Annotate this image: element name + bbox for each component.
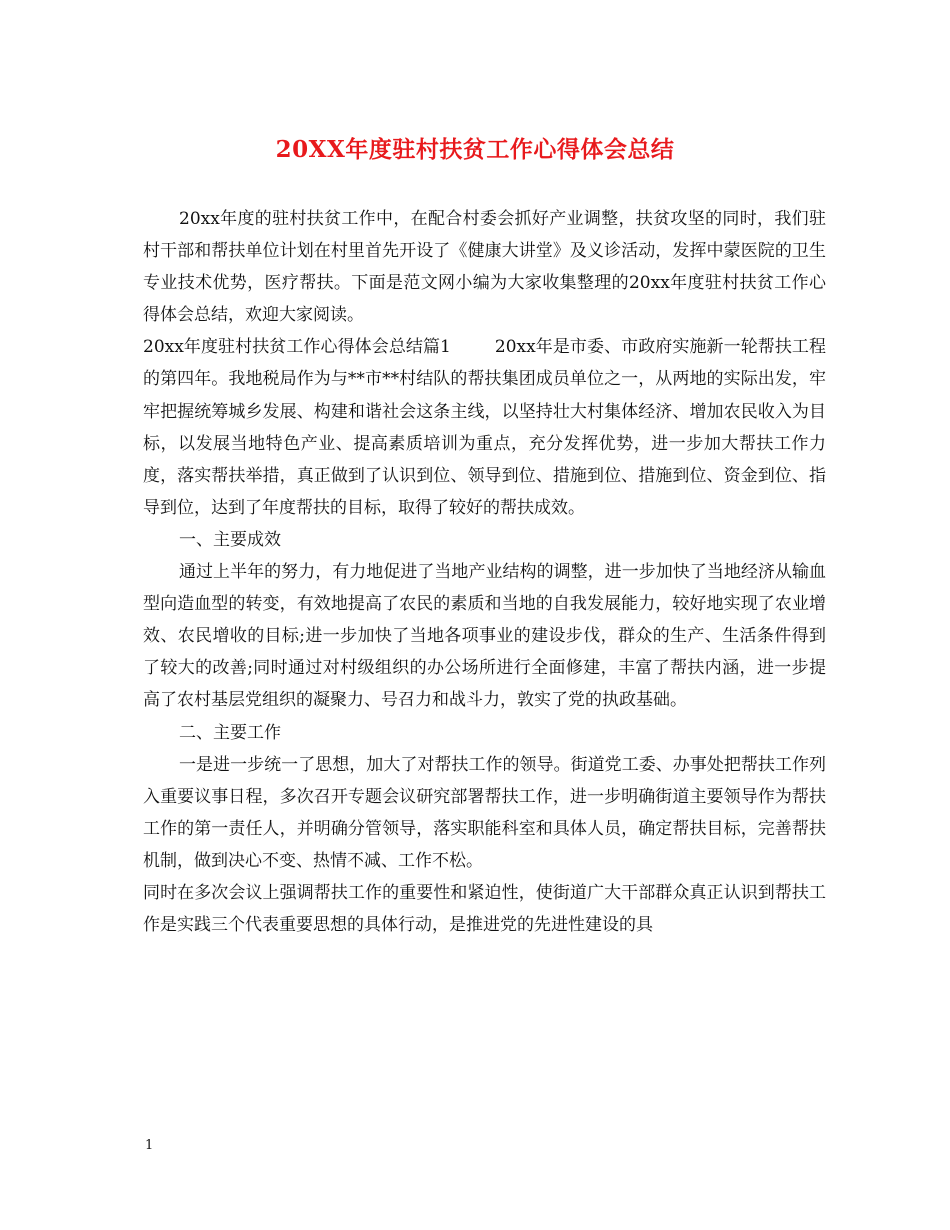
section-1-paragraph: 通过上半年的努力，有力地促进了当地产业结构的调整，进一步加快了当地经济从输血型向造血型的转变，有效地提高了农民的素质和当地的自我发展能力，较好地实现了农业增效、农民增收的目标;进一步加快了当地各项事业的建设步伐，群众的生产、生活条件得到了较大的改善;同时通过对村级组织的办公场所进行全面修建，丰富了帮扶内涵，进一步提高了农村基层党组织的凝聚力、号召力和战斗力，敦实了党的执政基础。 bbox=[143, 562, 826, 711]
article-heading: 20xx年度驻村扶贫工作心得体会总结篇1 bbox=[143, 337, 451, 358]
section-heading-1: 一、主要成效 bbox=[179, 529, 281, 550]
article-first-paragraph bbox=[143, 331, 826, 524]
section-2-paragraph: 一是进一步统一了思想，加大了对帮扶工作的领导。街道党工委、办事处把帮扶工作列入重要议事日程，多次召开专题会议研究部署帮扶工作，进一步明确街道主要领导作为帮扶工作的第一责任人，并明确分管领导，落实职能科室和具体人员，确定帮扶目标，完善帮扶机制，做到决心不变、热情不减、工作不松。 bbox=[143, 754, 826, 871]
article-first-text: 20xx年是市委、市政府实施新一轮帮扶工程的第四年。我地税局作为与**市**村结队的帮扶集团成员单位之一，从两地的实际出发，牢牢把握统筹城乡发展、构建和谐社会这条主线，以坚持壮大村集体经济、增加农民收入为目标，以发展当地特色产业、提高素质培训为重点，充分发挥优势，进一步加大帮扶工作力度，落实帮扶举措，真正做到了认识到位、领导到位、措施到位、措施到位、资金到位、指导到位，达到了年度帮扶的目标，取得了较好的帮扶成效。 bbox=[143, 337, 827, 518]
section-2-continued-paragraph: 同时在多次会议上强调帮扶工作的重要性和紧迫性，使街道广大干部群众真正认识到帮扶工作是实践三个代表重要思想的具体行动，是推进党的先进性建设的具 bbox=[143, 882, 826, 936]
intro-paragraph: 20xx年度的驻村扶贫工作中，在配合村委会抓好产业调整，扶贫攻坚的同时，我们驻村干部和帮扶单位计划在村里首先开设了《健康大讲堂》及义诊活动，发挥中蒙医院的卫生专业技术优势，医疗帮扶。下面是范文网小编为大家收集整理的20xx年度驻村扶贫工作心得体会总结，欢迎大家阅读。 bbox=[143, 209, 826, 326]
document-body bbox=[143, 203, 826, 941]
section-heading-2: 二、主要工作 bbox=[179, 722, 281, 743]
page-number: 1 bbox=[145, 1138, 154, 1153]
document-title: 20XX年度驻村扶贫工作心得体会总结 bbox=[275, 136, 675, 163]
